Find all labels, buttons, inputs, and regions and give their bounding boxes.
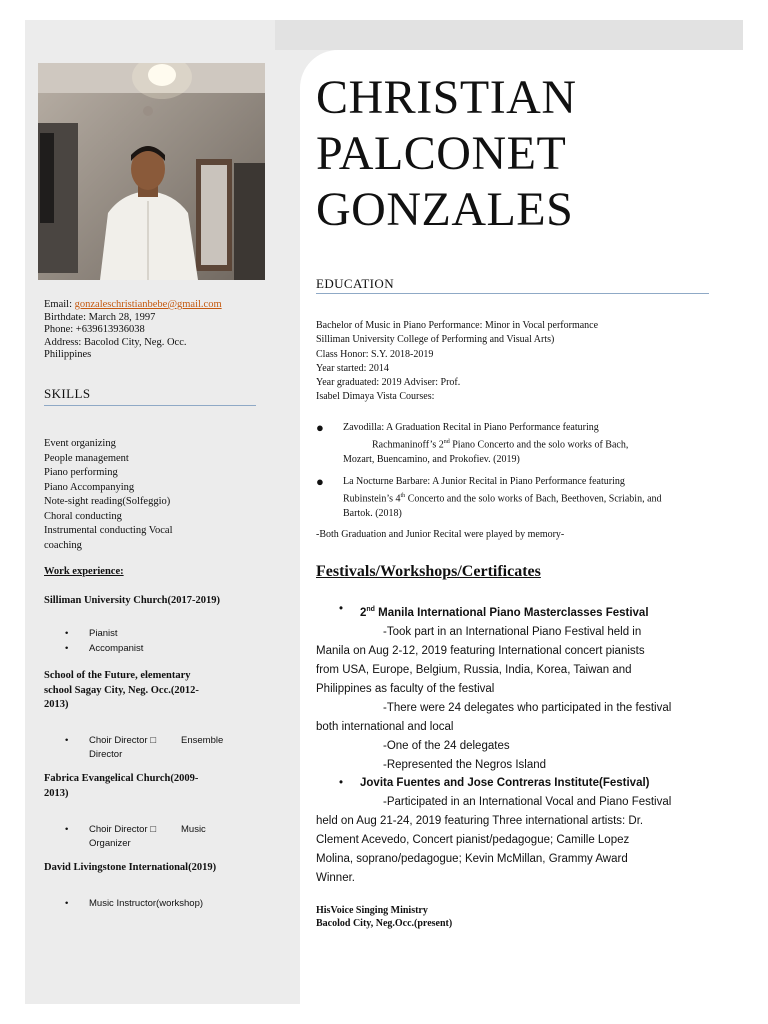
skills-list: [44, 437, 269, 553]
skills-title: SKILLS: [44, 386, 91, 401]
phone: Phone: +639613936038: [44, 324, 145, 335]
ministry: HisVoice Singing Ministry Bacolod City, Neg.Occ.(present): [316, 905, 453, 929]
work-item: • Pianist: [65, 628, 118, 639]
skill-item: People management: [44, 452, 129, 464]
header-tab: [275, 20, 743, 50]
work-item: • Choir Director □ Ensemble Director: [65, 735, 224, 760]
work-item: • Choir Director □ Music Organizer: [65, 824, 206, 849]
birthdate: Birthdate: March 28, 1997: [44, 311, 156, 323]
skill-item: Choral conducting: [44, 510, 122, 522]
address-country: Philippines: [44, 349, 92, 360]
address: Address: Bacolod City, Neg. Occ.: [44, 336, 187, 348]
festivals-title: Festivals/Workshops/Certificates: [316, 563, 541, 580]
work-item: • Accompanist: [65, 643, 144, 654]
festival-item-jovita-fuentes: • Jovita Fuentes and Jose Contreras Institute(Festival) -Participated in an International Vocal and Piano Festival held on Aug 21-24, 2019 featuring Three international artists: Dr. Clement Acevedo, Concert pianist/pedagogue; Camille Lopez Molina, soprano/pedagogue; Kevin McMillan, Grammy Award Winner.: [316, 774, 726, 888]
education-details: Bachelor of Music in Piano Performance: Minor in Vocal performance Silliman University College of Performing and Visual Arts) Class Honor: S.Y. 2018-2019 Year started: 2014 Year graduated: 2019 Adviser: Prof. Isabel Dimaya Vista Courses:: [316, 320, 599, 403]
bullet-icon: •: [65, 898, 69, 909]
recital-item: ● Zavodilla: A Graduation Recital in Piano Performance featuring Rachmaninoff’s 2nd Piano Concerto and the solo works of Bach, Mozart, Buencamino, and Prokofiev. (2019): [316, 420, 629, 465]
skill-item: coaching: [44, 539, 82, 551]
bullet-icon: •: [65, 824, 69, 835]
email-label: Email:: [44, 299, 75, 310]
education-title: EDUCATION: [316, 276, 394, 291]
work-item: • Music Instructor(workshop): [65, 898, 204, 909]
skill-item: Instrumental conducting Vocal: [44, 525, 173, 536]
email-line: [44, 299, 274, 312]
profile-photo: [38, 63, 265, 280]
bullet-icon: ●: [316, 420, 324, 435]
full-name: CHRISTIAN PALCONET GONZALES: [316, 71, 577, 236]
work-experience-title: Work experience:: [44, 566, 124, 577]
bullet-icon: •: [339, 777, 344, 789]
skills-divider: [44, 405, 256, 406]
contact-info: [44, 299, 274, 362]
bullet-icon: •: [65, 735, 69, 746]
email-link[interactable]: gonzaleschristianbebe@gmail.com: [74, 299, 222, 310]
bullet-icon: ●: [316, 474, 324, 489]
recital-item: ● La Nocturne Barbare: A Junior Recital in Piano Performance featuring Rubinstein’s 4th Concerto and the solo works of Bach, Beethoven, Scriabin, and Bartok. (2018): [316, 474, 662, 519]
memory-note: -Both Graduation and Junior Recital were played by memory-: [316, 529, 565, 540]
skill-item: Event organizing: [44, 438, 116, 449]
skill-item: Note-sight reading(Solfeggio): [44, 496, 171, 507]
work-org-school-of-the-future: School of the Future, elementary school Sagay City, Neg. Occ.(2012- 2013): [44, 670, 199, 710]
resume-page: [25, 20, 743, 1004]
work-org-fabrica: Fabrica Evangelical Church(2009- 2013): [44, 773, 199, 799]
skill-item: Piano Accompanying: [44, 481, 135, 493]
work-org-silliman: Silliman University Church(2017-2019): [44, 595, 220, 606]
skill-item: Piano performing: [44, 467, 118, 478]
bullet-icon: •: [65, 643, 69, 654]
bullet-icon: •: [339, 603, 344, 615]
work-org-david-livingstone: David Livingstone International(2019): [44, 862, 217, 873]
festival-item-manila: • 2nd Manila International Piano Masterclasses Festival -Took part in an International Piano Festival held in Manila on Aug 2-12, 2019 featuring International concert pianists from USA, Europe, Belgium, Russia, India, Korea, Taiwan and Philippines as faculty of the festival -There were 24 delegates who participated in the festival both international and local -One of the 24 delegates -Represented the Negros Island: [316, 600, 726, 775]
education-divider: [316, 293, 709, 294]
bullet-icon: •: [65, 628, 69, 639]
